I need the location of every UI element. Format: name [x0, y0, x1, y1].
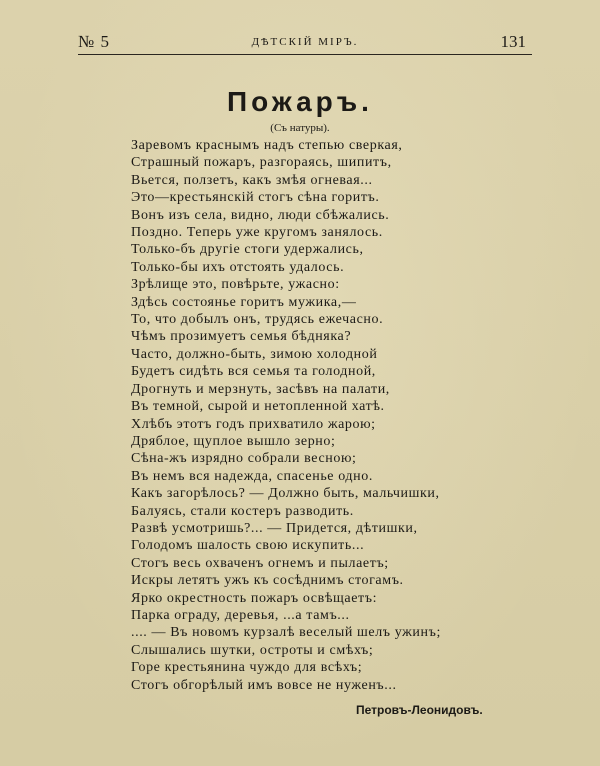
poem-line: Только-бы ихъ отстоять удалось. [131, 259, 345, 275]
header-rule [78, 54, 532, 55]
poem-line: Только-бъ другіе стоги удержались, [131, 242, 364, 258]
poem-line: Хлѣбъ этотъ годъ прихватило жарою; [131, 416, 376, 432]
poem-line: Голодомъ шалость свою искупить... [131, 538, 365, 554]
poem-line: Здѣсь состоянье горитъ мужика,— [131, 294, 357, 310]
poem-line: Стогъ весь охваченъ огнемъ и пылаетъ; [131, 555, 389, 571]
poem-line: Какъ загорѣлось? — Должно быть, мальчишки, [131, 486, 440, 502]
issue-number: № 5 [78, 32, 110, 51]
poem-line: То, что добылъ онъ, трудясь ежечасно. [131, 312, 384, 328]
poem-line: Вонъ изъ села, видно, люди сбѣжались. [131, 207, 390, 223]
poem-title: Пожаръ. [227, 86, 373, 117]
poem-line: Балуясь, стали костеръ разводить. [131, 503, 354, 519]
journal-title: ДѢТСКІЙ МІРЪ. [251, 36, 359, 48]
poem-line: Развѣ усмотришь?... — Придется, дѣтишки, [131, 520, 418, 536]
poem-line: Парка ограду, деревья, ...а тамъ... [131, 607, 350, 623]
poem-line: Дрогнуть и мерзнуть, засѣвъ на палати, [131, 381, 390, 397]
poem-line: Дряблое, щуплое вышло зерно; [131, 433, 336, 449]
page-number: 131 [500, 32, 526, 51]
poem-line: .... — Въ новомъ курзалѣ веселый шелъ ужинъ; [131, 625, 441, 641]
poem-line: Будетъ сидѣть вся семья та голодной, [131, 364, 376, 380]
poem-line: Стогъ обгорѣлый имъ вовсе не нуженъ... [131, 677, 397, 693]
page-header [78, 30, 532, 56]
poem-author: Петровъ-Леонидовъ. [356, 703, 483, 717]
poem-line: Заревомъ краснымъ надъ степью сверкая, [131, 138, 403, 153]
poem-line: Сѣна-жъ изрядно собрали весною; [131, 451, 357, 467]
poem-line: Ярко окрестность пожаръ освѣщаетъ: [131, 590, 378, 606]
poem-line: Слышались шутки, остроты и смѣхъ; [131, 642, 374, 658]
poem-line: Горе крестьянина чуждо для всѣхъ; [131, 660, 363, 676]
poem-line: Въ темной, сырой и нетопленной хатѣ. [131, 399, 385, 415]
poem-line: Страшный пожаръ, разгораясь, шипитъ, [131, 155, 392, 171]
poem-line: Это—крестьянскій стогъ сѣна горитъ. [131, 190, 380, 206]
poem-line: Вьется, ползетъ, какъ змѣя огневая... [131, 172, 373, 188]
poem-line: Зрѣлище это, повѣрьте, ужасно: [131, 277, 340, 293]
poem-line: Въ немъ вся надежда, спасенье одно. [131, 468, 373, 484]
poem-line: Поздно. Теперь уже кругомъ занялось. [131, 225, 383, 241]
poem-subtitle: (Съ натуры). [270, 122, 330, 134]
poem-line: Часто, должно-быть, зимою холодной [131, 346, 378, 362]
poem-line: Искры летятъ ужъ къ сосѣднимъ стогамъ. [131, 573, 404, 589]
poem-line: Чѣмъ прозимуетъ семья бѣдняка? [131, 329, 352, 345]
poem-body [131, 137, 441, 694]
